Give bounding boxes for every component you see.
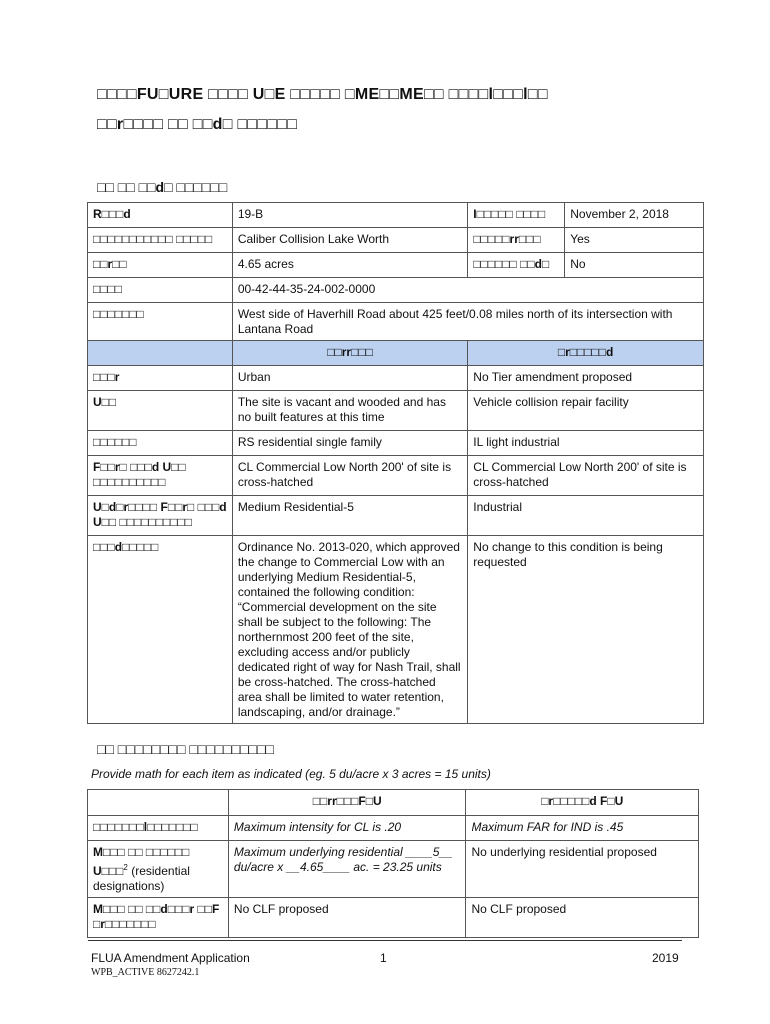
request-label: R□□□d: [88, 203, 233, 228]
use-current: The site is vacant and wooded and has no built features at this time: [232, 391, 467, 431]
tier-label: □□□r: [88, 366, 233, 391]
clf-current: No CLF proposed: [228, 898, 466, 938]
use-proposed: Vehicle collision repair facility: [468, 391, 704, 431]
section-b-heading: □□ □□□□□□□□ □□□□□□□□□□: [97, 741, 274, 757]
blank-header-cell: [88, 341, 233, 366]
footer-year: 2019: [652, 951, 679, 965]
conditions-current: Ordinance No. 2013-020, which approved the change to Commercial Low with an underlying Medium Residential-5, contained the following condition: “Commercial development on the site shall be subject to the following: The northernmost 200 feet of the site, excluding access and/or publicly dedicated right of way for Nash Trail, shall be cross-hatched. The cross-hatched area shall be limited to water retention, landscaping, and/or drainage.”: [232, 536, 467, 724]
underlying-flu-proposed: Industrial: [468, 496, 704, 536]
underlying-flu-label: U□d□r□□□□ F□□r□ □□□d U□□ □□□□□□□□□□: [88, 496, 233, 536]
pcn-label: □□□□: [88, 278, 233, 303]
date-value: November 2, 2018: [565, 203, 704, 228]
clf-label: M□□□ □□ □□d□□□r □□F □r□□□□□□□: [88, 898, 229, 938]
applicant-value: Caliber Collision Lake Worth: [232, 228, 467, 253]
intensity-label: □□□□□□□l□□□□□□□: [88, 816, 229, 841]
density-label-cell: [88, 841, 229, 898]
concurrent-label: □□□□□rr□□□: [468, 228, 565, 253]
text-amend-value: No: [565, 253, 704, 278]
page-title: □□□□FU□URE □□□□ U□E □□□□□ □ME□□ME□□ □□□□l□□□l□□: [97, 86, 548, 103]
flu-designation-label: F□□r□ □□□d U□□ □□□□□□□□□□: [88, 456, 233, 496]
math-instruction-note: Provide math for each item as indicated (eg. 5 du/acre x 3 acres = 15 units): [91, 767, 491, 781]
conditions-proposed: No change to this condition is being requested: [468, 536, 704, 724]
flu-designation-proposed: CL Commercial Low North 200' of site is cross-hatched: [468, 456, 704, 496]
footer-title: FLUA Amendment Application: [91, 951, 250, 965]
acres-label: □□r□□: [88, 253, 233, 278]
request-value: 19-B: [232, 203, 467, 228]
location-value: West side of Haverhill Road about 425 feet/0.08 miles north of its intersection with Lantana Road: [232, 303, 703, 341]
location-label: □□□□□□□: [88, 303, 233, 341]
applicant-label: □□□□□□□□□□□ □□□□□: [88, 228, 233, 253]
page-subtitle: □□r□□□□ □□ □□d□ □□□□□□: [97, 116, 298, 133]
intensity-current: Maximum intensity for CL is .20: [228, 816, 466, 841]
page-number: 1: [380, 951, 387, 965]
density-proposed: No underlying residential proposed: [466, 841, 699, 898]
pcn-value: 00-42-44-35-24-002-0000: [232, 278, 703, 303]
section-a-heading: □□ □□ □□d□ □□□□□□: [97, 179, 228, 195]
blank-header-cell: [88, 790, 229, 816]
zoning-label: □□□□□□: [88, 431, 233, 456]
proposed-flu-header: □r□□□□□d F□U: [466, 790, 699, 816]
flu-designation-current: CL Commercial Low North 200' of site is cross-hatched: [232, 456, 467, 496]
tier-proposed: No Tier amendment proposed: [468, 366, 704, 391]
footer-divider: [88, 940, 682, 941]
current-header: □□rr□□□: [232, 341, 467, 366]
current-flu-header: □□rr□□□F□U: [228, 790, 466, 816]
use-label: U□□: [88, 391, 233, 431]
acres-value: 4.65 acres: [232, 253, 467, 278]
document-id: WPB_ACTIVE 8627242.1: [91, 967, 200, 978]
zoning-current: RS residential single family: [232, 431, 467, 456]
zoning-proposed: IL light industrial: [468, 431, 704, 456]
clf-proposed: No CLF proposed: [466, 898, 699, 938]
density-current: Maximum underlying residential ____5__ du/acre x __4.65____ ac. = 23.25 units: [228, 841, 466, 898]
proposed-header: □r□□□□□d: [468, 341, 704, 366]
underlying-flu-current: Medium Residential-5: [232, 496, 467, 536]
intensity-proposed: Maximum FAR for IND is .45: [466, 816, 699, 841]
text-amend-label: □□□□□□ □□d□: [468, 253, 565, 278]
tier-current: Urban: [232, 366, 467, 391]
density-footnote: 2: [123, 863, 128, 872]
conditions-label: □□□d□□□□□: [88, 536, 233, 724]
development-potential-table: [87, 789, 699, 938]
density-label: M□□□ □□ □□□□□□ U□□□: [93, 845, 190, 878]
amendment-data-table: [87, 202, 704, 724]
density-label-extra: (residential designations): [93, 864, 190, 893]
concurrent-value: Yes: [565, 228, 704, 253]
date-label: I□□□□□ □□□□: [468, 203, 565, 228]
